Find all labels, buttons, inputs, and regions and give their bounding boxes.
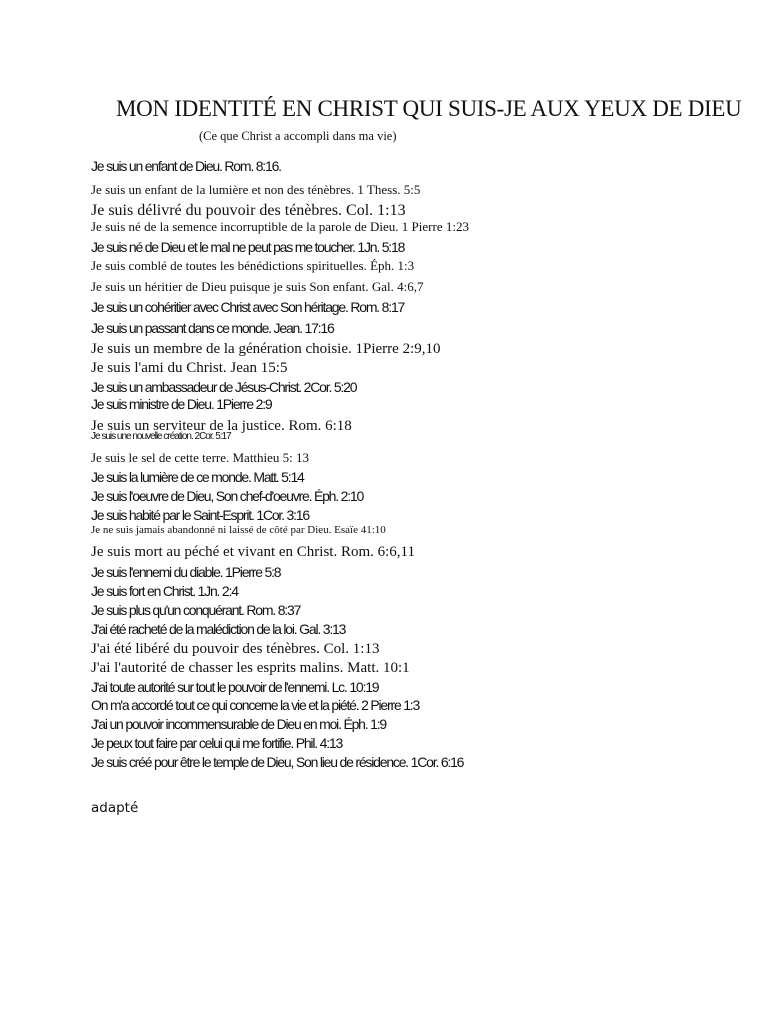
list-item: J'ai été libéré du pouvoir des ténèbres. Col. 1:13 <box>91 641 380 657</box>
list-item: J'ai un pouvoir incommensurable de Dieu en moi. Éph. 1:9 <box>91 716 387 732</box>
list-item: Je suis un enfant de Dieu. Rom. 8:16. <box>91 158 281 174</box>
list-item: Je suis l'oeuvre de Dieu, Son chef-d'oeuvre. Éph. 2:10 <box>91 488 364 504</box>
list-item: Je suis né de Dieu et le mal ne peut pas me toucher. 1Jn. 5:18 <box>91 239 405 255</box>
page-title: MON IDENTITÉ EN CHRIST QUI SUIS-JE AUX YEUX DE DIEU <box>116 96 742 121</box>
list-item: Je suis un cohéritier avec Christ avec Son héritage. Rom. 8:17 <box>91 299 405 315</box>
list-item: J'ai été racheté de la malédiction de la loi. Gal. 3:13 <box>91 621 346 637</box>
list-item: Je suis un héritier de Dieu puisque je suis Son enfant. Gal. 4:6,7 <box>91 279 424 294</box>
list-item: Je ne suis jamais abandonné ni laissé de côté par Dieu. Esaïe 41:10 <box>91 524 386 536</box>
list-item: Je suis plus qu'un conquérant. Rom. 8:37 <box>91 602 301 618</box>
list-item: Je suis comblé de toutes les bénédictions spirituelles. Éph. 1:3 <box>91 258 415 273</box>
list-item: Je suis ministre de Dieu. 1Pierre 2:9 <box>91 396 272 412</box>
list-item: Je suis un serviteur de la justice. Rom. 6:18 <box>91 418 352 434</box>
list-item: J'ai l'autorité de chasser les esprits malins. Matt. 10:1 <box>91 660 410 676</box>
list-item: Je suis un passant dans ce monde. Jean. 17:16 <box>91 320 334 336</box>
list-item: Je suis l'ami du Christ. Jean 15:5 <box>91 360 288 376</box>
list-item: Je suis une nouvelle création. 2Cor. 5:17 <box>91 431 231 442</box>
identity-list <box>91 158 761 773</box>
footer-note: adapté <box>91 800 139 816</box>
list-item: Je suis un membre de la génération choisie. 1Pierre 2:9,10 <box>91 341 441 357</box>
list-item: Je suis mort au péché et vivant en Christ. Rom. 6:6,11 <box>91 544 415 560</box>
list-item: Je suis le sel de cette terre. Matthieu 5: 13 <box>91 450 310 465</box>
list-item: Je suis un ambassadeur de Jésus-Christ. 2Cor. 5:20 <box>91 379 357 395</box>
list-item: Je suis fort en Christ. 1Jn. 2:4 <box>91 583 238 599</box>
list-item: J'ai toute autorité sur tout le pouvoir de l'ennemi. Lc. 10:19 <box>91 679 379 695</box>
list-item: Je suis né de la semence incorruptible de la parole de Dieu. 1 Pierre 1:23 <box>91 219 469 234</box>
list-item: Je suis l'ennemi du diable. 1Pierre 5:8 <box>91 564 281 580</box>
list-item: Je suis délivré du pouvoir des ténèbres. Col. 1:13 <box>91 202 406 219</box>
page-subtitle: (Ce que Christ a accompli dans ma vie) <box>199 129 397 143</box>
list-item: Je suis un enfant de la lumière et non des ténèbres. 1 Thess. 5:5 <box>91 182 421 197</box>
list-item: Je suis la lumière de ce monde. Matt. 5:14 <box>91 469 304 485</box>
list-item: Je peux tout faire par celui qui me fortifie. Phil. 4:13 <box>91 735 343 751</box>
list-item: On m'a accordé tout ce qui concerne la vie et la piété. 2 Pierre 1:3 <box>91 697 420 713</box>
list-item: Je suis habité par le Saint-Esprit. 1Cor. 3:16 <box>91 507 309 523</box>
list-item: Je suis créé pour être le temple de Dieu, Son lieu de résidence. 1Cor. 6:16 <box>91 754 464 770</box>
